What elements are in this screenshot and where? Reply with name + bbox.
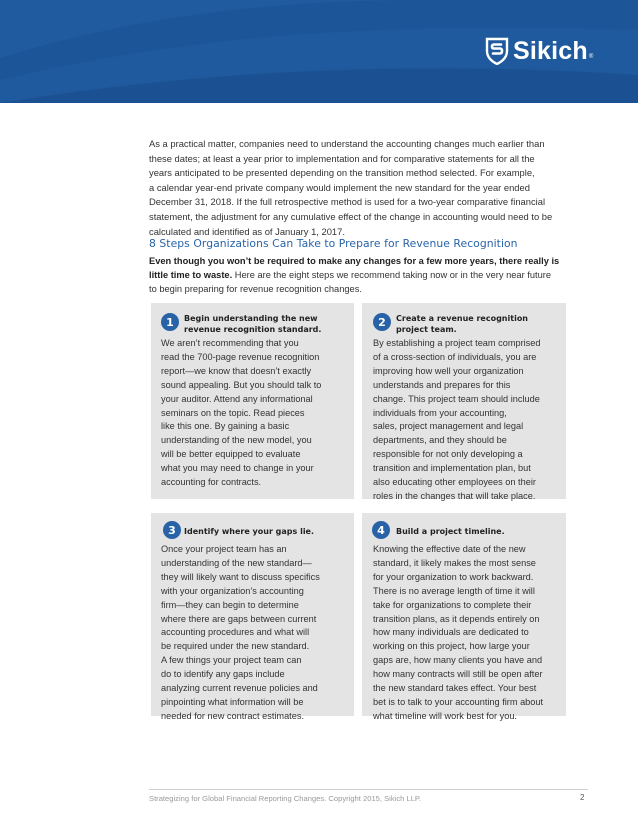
step-number-badge: 4 bbox=[372, 521, 390, 539]
step-body: Once your project team has an understanding of the new standard— they will likely want to discuss specifics with your organization’s accounting firm—they can begin to determine where there are gaps between current accounting procedures and what will be required under the new standard. A few things your project team can do to identify any gaps include analyzing current revenue policies and pinpointing what information will be needed for new contract estimates. bbox=[161, 544, 320, 721]
footer-divider bbox=[149, 789, 588, 790]
intro-line: As a practical matter, companies need to understand the accounting changes much earlier than bbox=[149, 138, 545, 149]
lead-bold-line: Even though you won’t be required to make any changes for a few more years, there really is bbox=[149, 256, 560, 266]
intro-line: years anticipated to be presented depending on the transition method selected. For example, bbox=[149, 167, 535, 179]
section-heading: 8 Steps Organizations Can Take to Prepare for Revenue Recognition bbox=[149, 237, 518, 250]
lead-bold-phrase: little time to waste. bbox=[149, 270, 233, 280]
step-title: Begin understanding the new revenue recognition standard. bbox=[184, 314, 322, 334]
lead-text: Here are the eight steps we recommend taking now or in the very near future bbox=[232, 270, 552, 280]
intro-line: a calendar year-end private company would implement the new standard for the year ended bbox=[149, 181, 530, 193]
step-title: Build a project timeline. bbox=[396, 527, 505, 536]
step-number-badge: 2 bbox=[373, 313, 391, 331]
intro-line: statement, the adjustment for any cumulative effect of the change in accounting would need to be bbox=[149, 210, 553, 222]
step-number-badge: 3 bbox=[163, 521, 181, 539]
section-lead bbox=[149, 254, 569, 296]
sikich-shield-icon bbox=[484, 37, 510, 65]
intro-line: these dates; at least a year prior to implementation and for comparative statements for all the bbox=[149, 152, 535, 164]
step-body: Knowing the effective date of the new standard, it likely makes the most sense for your organization to work backward. There is no average length of time it will take for organizations to complete their transition plans, as it depends entirely on how many individuals are dedicated to working on this project, how large your gaps are, how many clients you have and how many contracts will still be open after the new standard takes effect. Your best bet is to talk to your accounting firm about what timeline will work best for you. bbox=[373, 544, 544, 721]
intro-paragraph bbox=[149, 137, 569, 239]
page-number: 2 bbox=[580, 793, 585, 802]
step-title: Identify where your gaps lie. bbox=[184, 527, 315, 536]
footer-copyright: Strategizing for Global Financial Reporting Changes. Copyright 2015, Sikich LLP. bbox=[149, 794, 422, 803]
step-title: Create a revenue recognition project team. bbox=[396, 314, 529, 334]
step-number-badge: 1 bbox=[161, 313, 179, 331]
registered-mark: ® bbox=[588, 54, 594, 60]
step-body: We aren’t recommending that you read the 700-page revenue recognition report—we know that doesn’t exactly sound appealing. But you should talk to your auditor. Attend any informational seminars on the topic. Read pieces like this one. By gaining a basic understanding of the new model, you will be better equipped to evaluate what you may need to change in your accounting for contracts. bbox=[161, 338, 322, 488]
sikich-logo bbox=[484, 36, 593, 66]
intro-line: December 31, 2018. If the full retrospective method is used for a two-year comparative financial bbox=[149, 196, 546, 208]
intro-line: calculated and identified as of January 1, 2017. bbox=[149, 225, 345, 237]
step-body: By establishing a project team comprised of a cross-section of individuals, you are improving how well your organization understands and prepares for this change. This project team should include individuals from your accounting, sales, project management and legal departments, and they should be responsible for not only developing a transition and implementation plan, but also educating other employees on their roles in the changes that will take place. bbox=[373, 338, 541, 501]
header-band bbox=[0, 0, 638, 103]
lead-text-line: to begin preparing for revenue recognition changes. bbox=[149, 284, 362, 294]
logo-wordmark: Sikich bbox=[513, 36, 588, 65]
